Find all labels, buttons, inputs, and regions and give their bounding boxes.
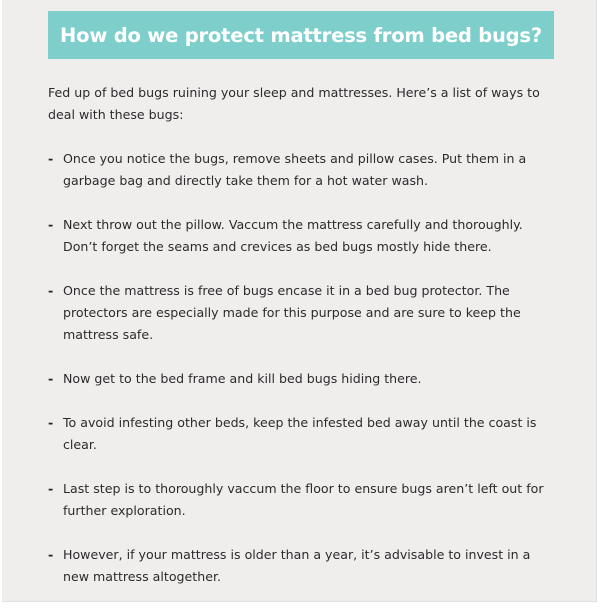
intro-paragraph: Fed up of bed bugs ruining your sleep and mattresses. Here’s a list of ways to deal with these bugs: [48, 85, 540, 122]
bullet-dash: - [48, 217, 54, 232]
list-item [48, 544, 548, 588]
bullet-dash: - [48, 547, 54, 562]
list-item [48, 148, 548, 192]
list-item [48, 214, 548, 258]
page-title: How do we protect mattress from bed bugs? [60, 23, 542, 47]
tip-text: Next throw out the pillow. Vaccum the mattress carefully and thoroughly. Don’t forget the seams and crevices as bed bugs mostly hide there. [63, 217, 523, 254]
title-banner [48, 11, 554, 59]
article-card [2, 0, 597, 602]
list-item [48, 368, 548, 390]
list-item [48, 478, 548, 522]
tip-text: Last step is to thoroughly vaccum the floor to ensure bugs aren’t left out for further exploration. [63, 481, 544, 518]
tip-text: Now get to the bed frame and kill bed bugs hiding there. [63, 371, 422, 386]
list-item [48, 280, 548, 346]
bullet-dash: - [48, 481, 54, 496]
bullet-dash: - [48, 415, 54, 430]
bullet-dash: - [48, 371, 54, 386]
tip-text: Once you notice the bugs, remove sheets and pillow cases. Put them in a garbage bag and directly take them for a hot water wash. [63, 151, 527, 188]
bullet-dash: - [48, 283, 54, 298]
list-item [48, 412, 548, 456]
tip-text: Once the mattress is free of bugs encase it in a bed bug protector. The protectors are especially made for this purpose and are sure to keep the mattress safe. [63, 283, 521, 342]
tips-list [48, 148, 548, 610]
tip-text: To avoid infesting other beds, keep the infested bed away until the coast is clear. [63, 415, 537, 452]
bullet-dash: - [48, 151, 54, 166]
tip-text: However, if your mattress is older than a year, it’s advisable to invest in a new mattress altogether. [63, 547, 531, 584]
